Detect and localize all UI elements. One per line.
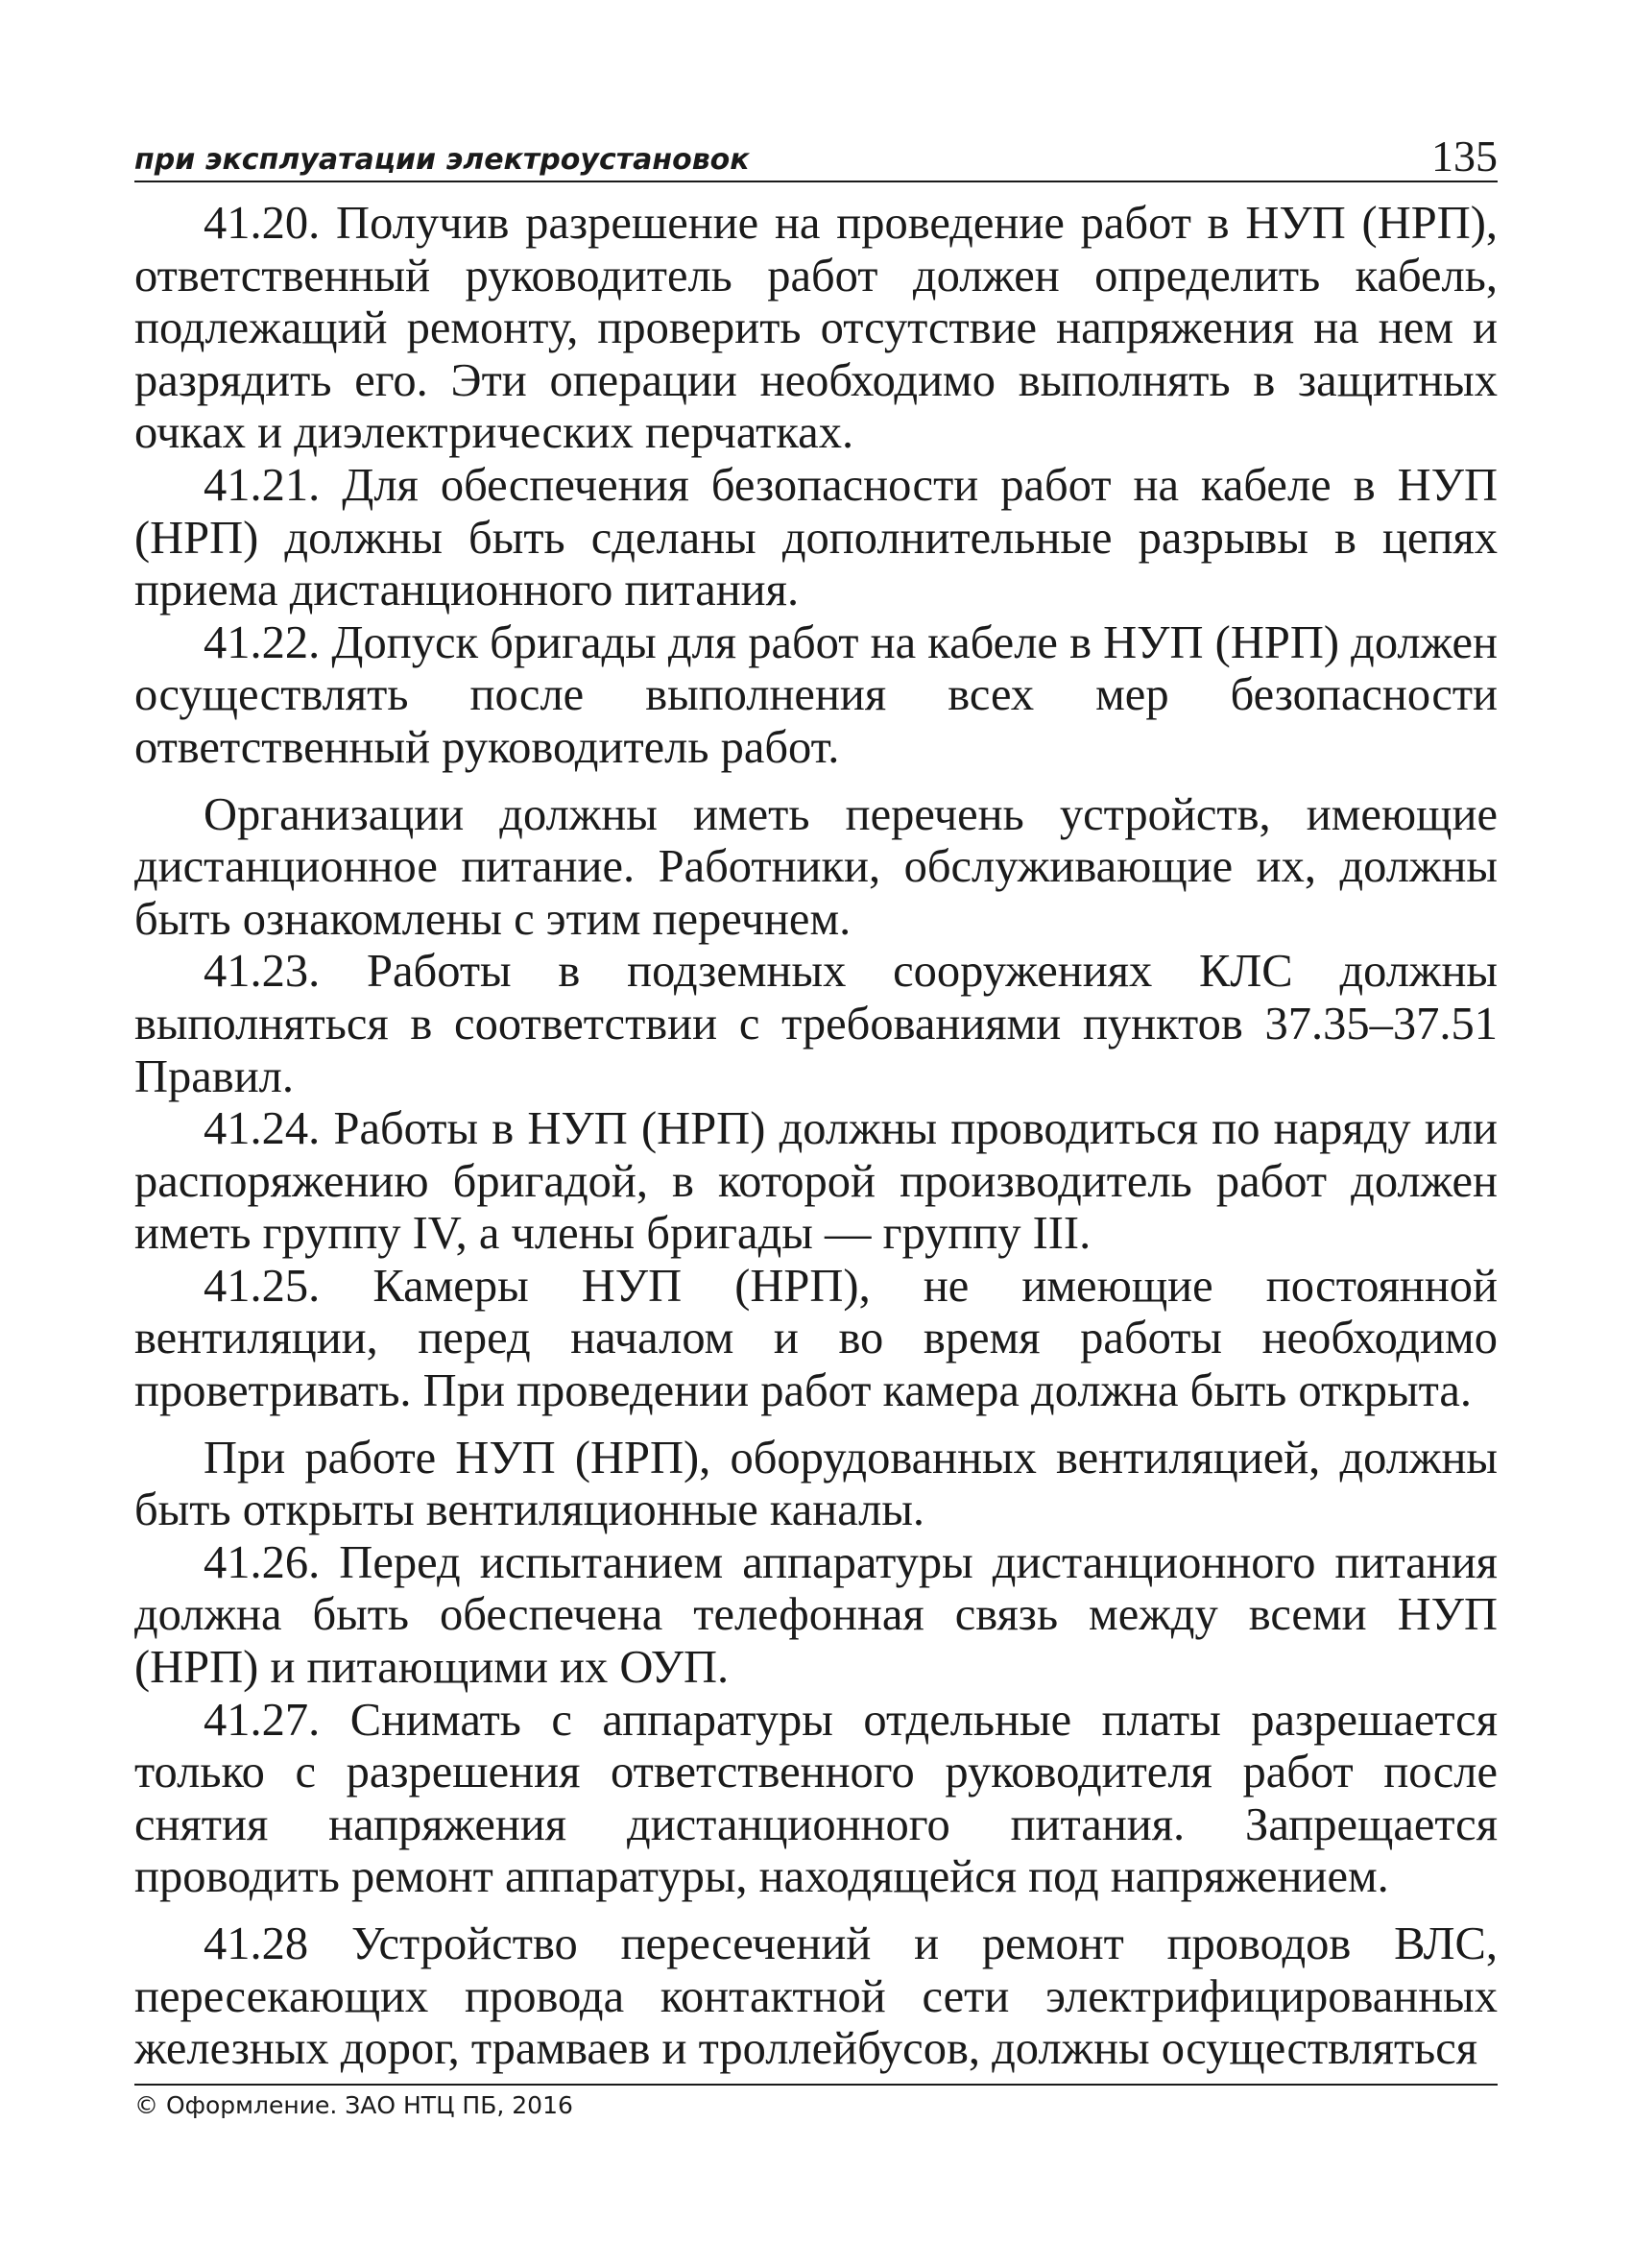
paragraph-41-26: 41.26. Перед испытанием аппаратуры дистанционного питания должна быть обеспечена телефонная связь между всеми НУП (НРП) и питающими их ОУП. bbox=[134, 1536, 1498, 1694]
paragraph-41-21: 41.21. Для обеспечения безопасности работ на кабеле в НУП (НРП) должны быть сделаны дополнительные разрывы в цепях приема дистанционного питания. bbox=[134, 459, 1498, 616]
copyright-notice: © Оформление. ЗАО НТЦ ПБ, 2016 bbox=[134, 2091, 573, 2119]
paragraph-41-22: 41.22. Допуск бригады для работ на кабеле в НУП (НРП) должен осуществлять после выполнения всех мер безопасности ответственный руководитель работ. bbox=[134, 616, 1498, 773]
paragraph-41-28: 41.28 Устройство пересечений и ремонт проводов ВЛС, пересекающих провода контактной сети электрифицированных железных дорог, трамваев и троллейбусов, должны осуществляться bbox=[134, 1918, 1498, 2075]
paragraph-41-27: 41.27. Снимать с аппаратуры отдельные платы разрешается только с разрешения ответственного руководителя работ после снятия напряжения дистанционного питания. Запрещается проводить ремонт аппаратуры, находящейся под напряжением. bbox=[134, 1694, 1498, 1903]
page bbox=[134, 123, 1498, 2076]
paragraph-41-23: 41.23. Работы в подземных сооружениях КЛС должны выполняться в соответствии с требованиями пунктов 37.35–37.51 Правил. bbox=[134, 946, 1498, 1102]
footer bbox=[134, 2084, 1498, 2119]
paragraph-41-24: 41.24. Работы в НУП (НРП) должны проводиться по наряду или распоряжению бригадой, в которой производитель работ должен иметь группу IV, а члены бригады — группу III. bbox=[134, 1103, 1498, 1260]
paragraph-41-25: 41.25. Камеры НУП (НРП), не имеющие постоянной вентиляции, перед началом и во время работы необходимо проветривать. При проведении работ камера должна быть открыта. bbox=[134, 1260, 1498, 1417]
paragraph-ventilation: При работе НУП (НРП), оборудованных вентиляцией, должны быть открыты вентиляционные каналы. bbox=[134, 1432, 1498, 1536]
paragraph-organizations: Организации должны иметь перечень устройств, имеющие дистанционное питание. Работники, обслуживающие их, должны быть ознакомлены с этим перечнем. bbox=[134, 788, 1498, 945]
page-number: 135 bbox=[1431, 132, 1498, 181]
running-header bbox=[134, 123, 1498, 182]
paragraph-41-20: 41.20. Получив разрешение на проведение работ в НУП (НРП), ответственный руководитель работ должен определить кабель, подлежащий ремонту, проверить отсутствие напряжения на нем и разрядить его. Эти операции необходимо выполнять в защитных очках и диэлектрических перчатках. bbox=[134, 198, 1498, 459]
running-title: при эксплуатации электроустановок bbox=[134, 143, 750, 177]
body-text bbox=[134, 198, 1498, 2076]
